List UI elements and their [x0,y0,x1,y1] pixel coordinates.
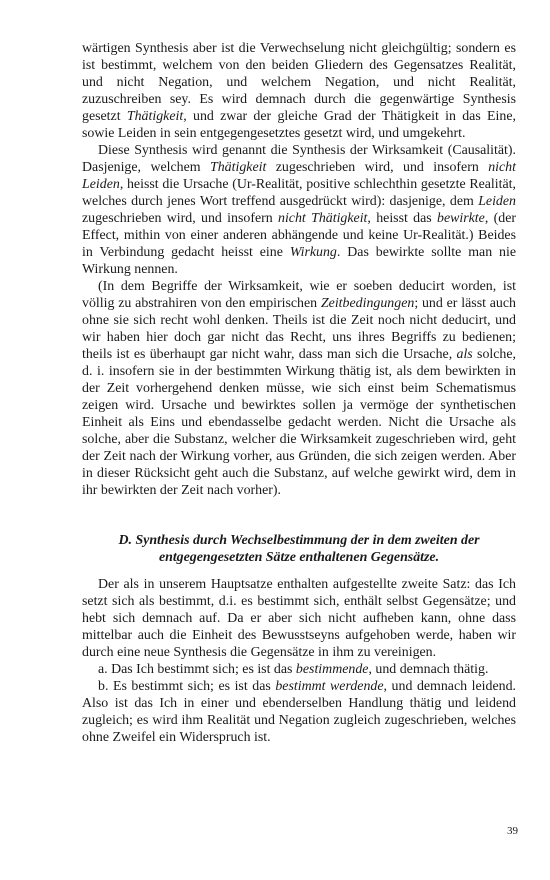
section-heading-line-2: entgegengesetzten Sätze enthaltenen Gegensätze. [158,550,440,565]
paragraph-3: (In dem Begriffe der Wirksamkeit, wie er soeben deducirt worden, ist völlig zu abstrahiren von den empirischen Zeitbedingungen; und er lässt auch ohne sie sich recht wohl denken. Theils ist die Zeit noch nicht deducirt, und wir haben hier doch gar nicht das Recht, uns ihres Begriffs zu bedienen; theils ist es überhaupt gar nicht wahr, dass man sich die Ursache, als solche, d. i. insofern sie in der bestimmten Wirkung thätig ist, als dem bewirkten in der Zeit vorhergehend denken müsse, wie sich einst beim Schematismus zeigen wird. Ursache und bewirktes sollen ja vermöge der synthetischen Einheit als Eins und ebendasselbe gedacht werden. Nicht die Ursache als solche, aber die Substanz, welcher die Wirksamkeit zugeschrieben wird, geht der Zeit nach der Wirkung vorher, aus Gründen, die sich zeigen werden. Aber in dieser Rücksicht geht auch die Substanz, auf welche gewirkt wird, dem in ihr bewirkten der Zeit nach vorher). [82,279,516,498]
page-number: 39 [507,825,518,837]
paragraph-1: wärtigen Synthesis aber ist die Verwechselung nicht gleichgültig; sondern es ist bestimmt, welchem von den beiden Gliedern des Gegensatzes Realität, und nicht Negation, und welchem Negation, und nicht Realität, zuzuschreiben sey. Es wird demnach durch die gegenwärtige Synthesis gesetzt Thätigkeit, und zwar der gleiche Grad der Thätigkeit in das Eine, sowie Leiden in sein entgegengesetztes gesetzt wird, und umgekehrt. [82,41,516,141]
paragraph-6: b. Es bestimmt sich; es ist das bestimmt werdende, und demnach leidend. Also ist das Ich in einer und ebenderselben Handlung thätig und leidend zugleich; es wird ihm Realität und Negation zugleich zugeschrieben, welches ohne Zweifel ein Widerspruch ist. [82,679,516,745]
section-heading-line-1: D. Synthesis durch Wechselbestimmung der in dem zweiten der [118,533,480,548]
section-heading [82,532,516,566]
paragraph-4: Der als in unserem Hauptsatze enthalten aufgestellte zweite Satz: das Ich setzt sich als bestimmt, d.i. es bestimmt sich, enthält selbst Gegensätze; und hebt sich demnach auf. Da er aber sich nicht aufheben kann, ohne dass mittelbar auch die Einheit des Bewusstseyns aufgehoben werde, haben wir durch eine neue Synthesis die Gegensätze in ihm zu vereinigen. [82,577,516,660]
page-body [82,40,516,746]
paragraph-5: a. Das Ich bestimmt sich; es ist das bestimmende, und demnach thätig. [98,662,489,677]
paragraph-2: Diese Synthesis wird genannt die Synthesis der Wirksamkeit (Causalität). Dasjenige, welchem Thätigkeit zugeschrieben wird, und insofern nicht Leiden, heisst die Ursache (Ur-Realität, positive schlechthin gesetzte Realität, welches durch jenes Wort treffend ausgedrückt wird): dasjenige, dem Leiden zugeschrieben wird, und insofern nicht Thätigkeit, heisst das bewirkte, (der Effect, mithin von einer anderen abhängende und keine Ur-Realität.) Beides in Verbindung gedacht heisst eine Wirkung. Das bewirkte sollte man nie Wirkung nennen. [82,143,517,277]
